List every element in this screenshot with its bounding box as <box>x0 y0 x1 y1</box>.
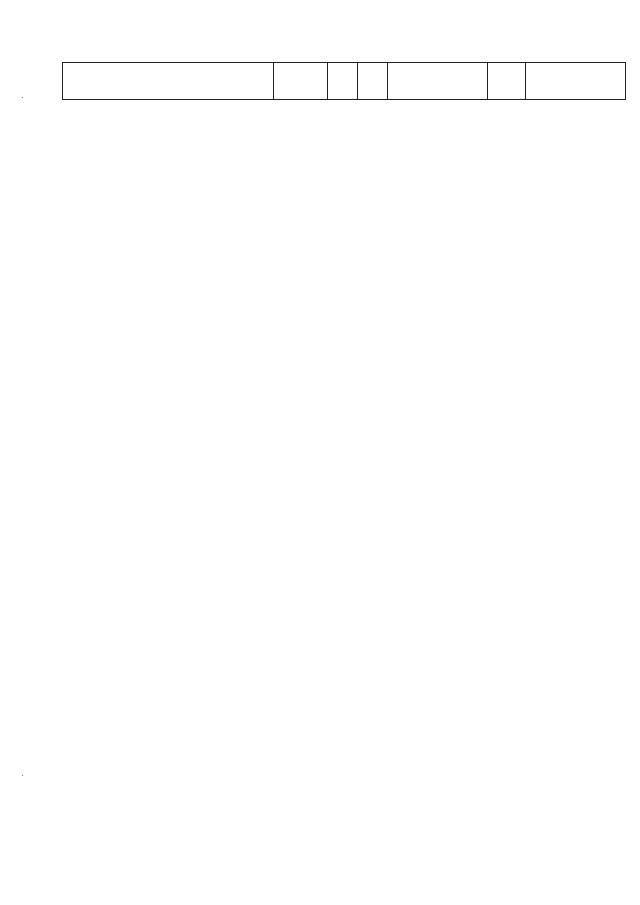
header-rz <box>327 63 357 99</box>
header-name <box>63 63 273 99</box>
header-sum <box>525 63 625 99</box>
scan-mark <box>22 775 23 776</box>
header-vr <box>487 63 525 99</box>
scan-mark <box>22 97 23 98</box>
header-csr <box>387 63 487 99</box>
header-kvsr <box>273 63 327 99</box>
table-header <box>62 62 626 100</box>
header-pr <box>357 63 387 99</box>
